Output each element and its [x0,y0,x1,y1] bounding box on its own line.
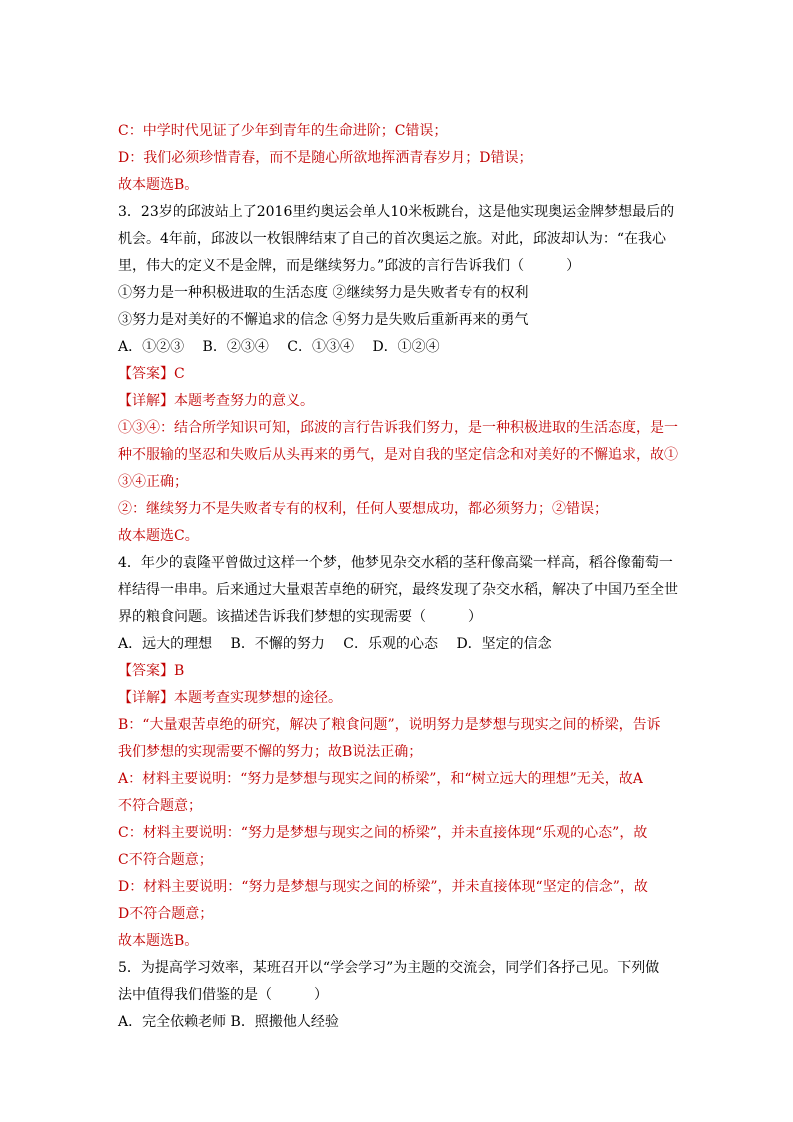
text-line: ①③④：结合所学知识可知，邱波的言行告诉我们努力，是一种积极进取的生活态度，是一 [118,420,678,436]
explanation-tag: 【详解】 [118,690,174,706]
text-line: A．远大的理想 B．不懈的努力 C．乐观的心态 D．坚定的信念 [118,636,552,652]
text-line: 5．为提高学习效率，某班召开以“学会学习”为主题的交流会，同学们各抒己见。下列做 [118,960,660,976]
text-line [118,388,678,415]
text-line: A．①②③ B．②③④ C．①③④ D．①②④ [118,339,440,355]
text-line: 样结得一串串。后来通过大量艰苦卓绝的研究，最终发现了杂交水稻，解决了中国乃至全世 [118,582,678,598]
text-line [118,658,678,685]
document-body [118,118,678,1036]
text-line: B：“大量艰苦卓绝的研究，解决了粮食问题”，说明努力是梦想与现实之间的桥梁，告诉 [118,717,661,733]
text-line: 4．年少的袁隆平曾做过这样一个梦，他梦见杂交水稻的茎秆像高粱一样高，稻谷像葡萄一 [118,555,673,571]
tag-text: 本题考查努力的意义。 [174,393,314,409]
text-line: 里，伟大的定义不是金牌，而是继续努力。”邱波的言行告诉我们（ ） [118,258,581,274]
text-line: ①努力是一种积极进取的生活态度 ②继续努力是失败者专有的权利 [118,285,529,301]
text-line: D：材料主要说明：“努力是梦想与现实之间的桥梁”，并未直接体现“坚定的信念”，故 [118,879,648,895]
answer-tag: 【答案】 [118,366,174,382]
text-line: 种不服输的坚忍和失败后从头再来的勇气，是对自我的坚定信念和对美好的不懈追求，故① [118,447,678,463]
explanation-tag: 【详解】 [118,393,174,409]
text-line: D不符合题意； [118,906,214,922]
text-line: ③努力是对美好的不懈追求的信念 ④努力是失败后重新再来的勇气 [118,312,529,328]
text-line [118,361,678,388]
text-line: A：材料主要说明：“努力是梦想与现实之间的桥梁”，和“树立远大的理想”无关，故A [118,771,643,787]
tag-text: 本题考查实现梦想的途径。 [174,690,342,706]
text-line [118,685,678,712]
text-line: 故本题选C。 [118,528,199,544]
text-line: 界的粮食问题。该描述告诉我们梦想的实现需要（ ） [118,609,482,625]
text-line: 我们梦想的实现需要不懈的努力；故B说法正确； [118,744,423,760]
tag-text: C [174,366,185,382]
text-line: 故本题选B。 [118,177,199,193]
text-line: ③④正确； [118,474,188,490]
text-line: C：中学时代见证了少年到青年的生命进阶；C错误； [118,123,448,139]
answer-tag: 【答案】 [118,663,174,679]
text-line: 法中值得我们借鉴的是（ ） [118,987,328,1003]
text-line: A．完全依赖老师 B．照搬他人经验 [118,1014,339,1030]
text-line: 3．23岁的邱波站上了2016里约奥运会单人10米板跳台，这是他实现奥运金牌梦想最后的 [118,204,675,220]
text-line: C不符合题意； [118,852,213,868]
text-line: ②：继续努力不是失败者专有的权利，任何人要想成功，都必须努力；②错误； [118,501,608,517]
text-line: C：材料主要说明：“努力是梦想与现实之间的桥梁”，并未直接体现“乐观的心态”，故 [118,825,648,841]
text-line: D：我们必须珍惜青春，而不是随心所欲地挥洒青春岁月；D错误； [118,150,533,166]
tag-text: B [174,663,185,679]
text-line: 故本题选B。 [118,933,199,949]
text-line: 不符合题意； [118,798,202,814]
text-line: 机会。4年前，邱波以一枚银牌结束了自己的首次奥运之旅。对此，邱波却认为：“在我心 [118,231,667,247]
